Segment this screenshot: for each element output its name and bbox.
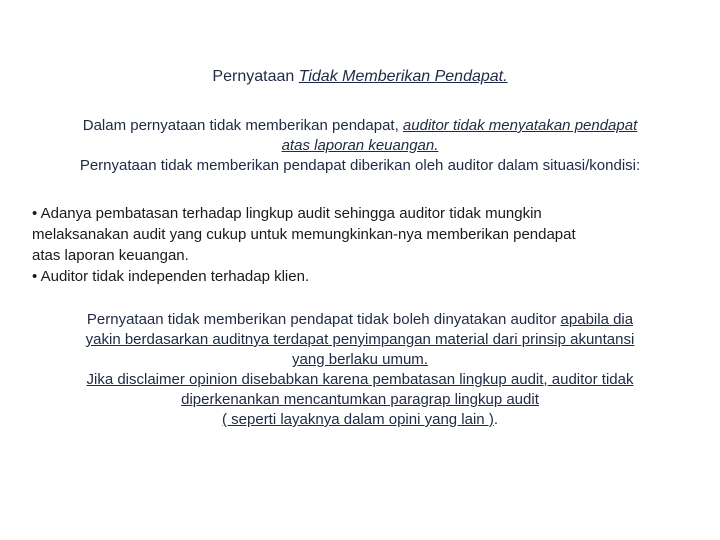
slide-title [0, 66, 720, 88]
restriction-line-6-underlined: ( seperti layaknya dalam opini yang lain ) [222, 411, 494, 428]
restriction-line-1 [30, 310, 690, 330]
condition-1-line-1: • Adanya pembatasan terhadap lingkup audit sehingga auditor tidak mungkin [32, 205, 542, 222]
restriction-line-5: diperkenankan mencantumkan paragrap lingkup audit [181, 391, 539, 408]
condition-1-line-2: melaksanakan audit yang cukup untuk memungkinkan-nya memberikan pendapat [32, 226, 576, 243]
restriction-line-2: yakin berdasarkan auditnya terdapat penyimpangan material dari prinsip akuntansi [85, 331, 635, 348]
condition-2: • Auditor tidak independen terhadap klien. [32, 268, 310, 285]
conditions-list [32, 203, 692, 287]
definition-line-1 [30, 116, 690, 136]
restriction-line-1-underlined: apabila dia [560, 311, 634, 328]
definition-paragraph [30, 116, 690, 176]
restriction-paragraph [30, 310, 690, 430]
definition-line-1-plain: Dalam pernyataan tidak memberikan pendapat, [82, 117, 403, 134]
restriction-line-4: Jika disclaimer opinion disebabkan karena pembatasan lingkup audit, auditor tidak [86, 371, 634, 388]
restriction-line-1-plain: Pernyataan tidak memberikan pendapat tidak boleh dinyatakan auditor [86, 311, 561, 328]
title-emphasis: Tidak Memberikan Pendapat. [298, 68, 508, 85]
restriction-line-6 [30, 410, 690, 430]
condition-1-line-3: atas laporan keuangan. [32, 247, 189, 264]
restriction-line-6-tail: . [493, 411, 498, 428]
definition-line-3: Pernyataan tidak memberikan pendapat diberikan oleh auditor dalam situasi/kondisi: [79, 157, 641, 174]
restriction-line-3: yang berlaku umum. [292, 351, 428, 368]
definition-line-1-underlined: auditor tidak menyatakan pendapat [402, 117, 638, 134]
definition-line-2 [30, 136, 690, 156]
title-prefix: Pernyataan [212, 68, 299, 85]
definition-line-2-underlined: atas laporan keuangan. [281, 137, 439, 154]
